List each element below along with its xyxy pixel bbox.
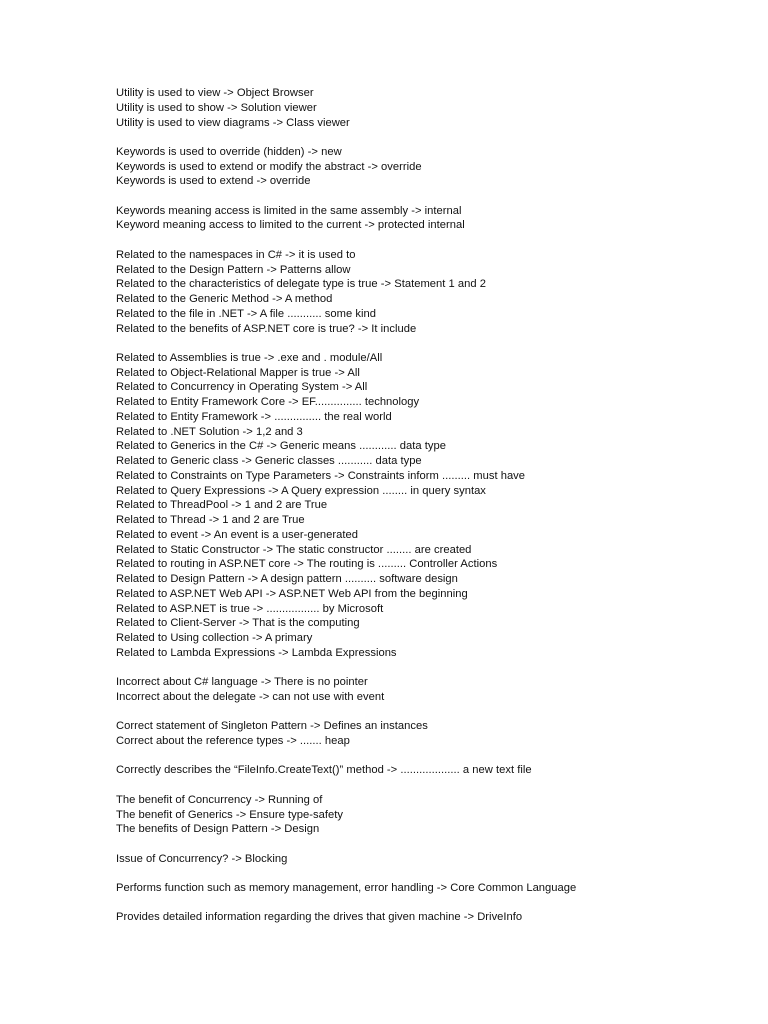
group-related-to	[116, 351, 756, 661]
group-provides	[116, 910, 756, 925]
text-line: Related to .NET Solution -> 1,2 and 3	[116, 425, 303, 438]
text-line: Utility is used to view diagrams -> Class viewer	[116, 116, 350, 129]
text-line: Related to ASP.NET Web API -> ASP.NET Web API from the beginning	[116, 587, 468, 600]
text-line: Related to Using collection -> A primary	[116, 632, 313, 645]
group-correctly-describes	[116, 763, 756, 778]
document-page	[116, 86, 756, 940]
text-line: Utility is used to view -> Object Browser	[116, 87, 314, 99]
text-line: Correct about the reference types -> ....... heap	[116, 735, 350, 748]
text-line: Related to the characteristics of delegate type is true -> Statement 1 and 2	[116, 278, 486, 291]
group-incorrect	[116, 675, 756, 705]
text-line: Keyword meaning access to limited to the current -> protected internal	[116, 219, 465, 232]
text-line: Correct statement of Singleton Pattern -> Defines an instances	[116, 720, 428, 733]
text-line: Incorrect about the delegate -> can not use with event	[116, 690, 385, 703]
text-line: Correctly describes the “FileInfo.CreateText()” method -> ................... a new text file	[116, 764, 532, 777]
text-line: Keywords meaning access is limited in the same assembly -> internal	[116, 204, 462, 217]
text-line: Related to Object-Relational Mapper is true -> All	[116, 366, 360, 379]
text-line: Utility is used to show -> Solution viewer	[116, 101, 317, 114]
text-line: Incorrect about C# language -> There is no pointer	[116, 676, 368, 689]
text-line: The benefit of Generics -> Ensure type-safety	[116, 808, 343, 821]
text-line: Related to the Generic Method -> A method	[116, 293, 333, 306]
text-line: Related to Client-Server -> That is the computing	[116, 617, 360, 630]
text-line: Keywords is used to extend or modify the abstract -> override	[116, 160, 422, 173]
group-correct	[116, 719, 756, 749]
text-line: Related to the file in .NET -> A file ........... some kind	[116, 307, 376, 320]
group-performs	[116, 881, 756, 896]
text-line: Related to Assemblies is true -> .exe and . module/All	[116, 351, 383, 364]
group-keywords-override	[116, 145, 756, 189]
text-line: Related to ASP.NET is true -> ................. by Microsoft	[116, 602, 384, 615]
text-line: Issue of Concurrency? -> Blocking	[116, 852, 288, 865]
group-keywords-access	[116, 204, 756, 234]
text-line: Related to Generic class -> Generic classes ........... data type	[116, 455, 422, 468]
text-line: Related to Thread -> 1 and 2 are True	[116, 514, 305, 527]
text-line: Related to the namespaces in C# -> it is used to	[116, 248, 356, 261]
text-line: Related to Constraints on Type Parameters -> Constraints inform ......... must have	[116, 469, 526, 482]
group-utility	[116, 86, 756, 130]
group-related-to-the	[116, 248, 756, 337]
text-line: The benefit of Concurrency -> Running of	[116, 793, 323, 806]
text-line: Provides detailed information regarding the drives that given machine -> DriveInfo	[116, 911, 523, 924]
text-line: Related to ThreadPool -> 1 and 2 are True	[116, 499, 328, 512]
text-line: Related to Entity Framework -> ............... the real world	[116, 410, 392, 423]
text-line: Related to the benefits of ASP.NET core is true? -> It include	[116, 322, 417, 335]
text-line: Related to Static Constructor -> The static constructor ........ are created	[116, 543, 472, 556]
group-benefits	[116, 793, 756, 837]
group-issue	[116, 852, 756, 867]
text-line: Related to Lambda Expressions -> Lambda Expressions	[116, 646, 397, 659]
text-line: Keywords is used to extend -> override	[116, 175, 311, 188]
text-line: Keywords is used to override (hidden) -> new	[116, 145, 342, 158]
text-line: Related to event -> An event is a user-generated	[116, 528, 358, 541]
text-line: The benefits of Design Pattern -> Design	[116, 823, 320, 836]
text-line: Related to Entity Framework Core -> EF............... technology	[116, 396, 420, 409]
text-line: Related to the Design Pattern -> Patterns allow	[116, 263, 351, 276]
text-line: Performs function such as memory management, error handling -> Core Common Language	[116, 881, 577, 894]
text-line: Related to routing in ASP.NET core -> The routing is ......... Controller Actions	[116, 558, 498, 571]
text-line: Related to Concurrency in Operating System -> All	[116, 381, 368, 394]
text-line: Related to Design Pattern -> A design pattern .......... software design	[116, 573, 458, 586]
text-line: Related to Query Expressions -> A Query expression ........ in query syntax	[116, 484, 486, 497]
text-line: Related to Generics in the C# -> Generic means ............ data type	[116, 440, 447, 453]
